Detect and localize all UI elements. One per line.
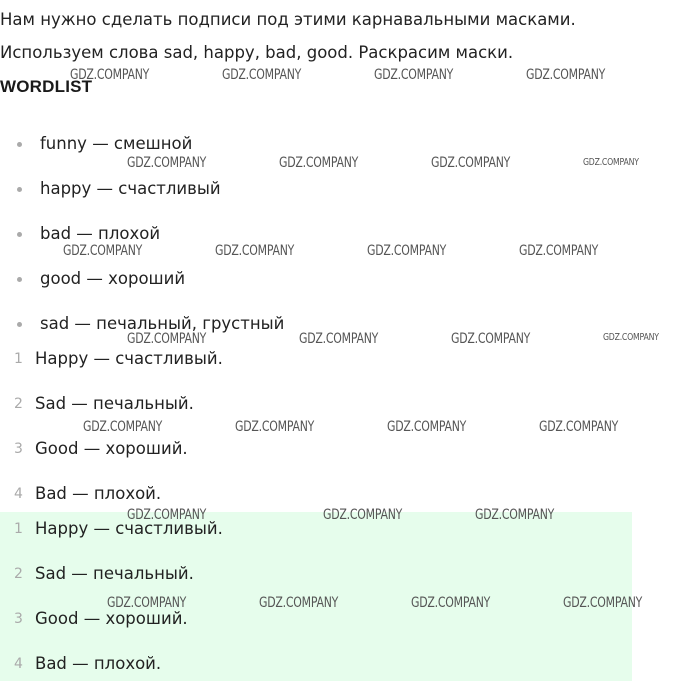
watermark: GDZ.COMPANY bbox=[63, 243, 143, 259]
list-item bbox=[0, 435, 223, 480]
list-item-text: Bad — плохой. bbox=[35, 654, 162, 673]
watermark: GDZ.COMPANY bbox=[603, 332, 659, 343]
list-item-text: happy — счастливый bbox=[40, 179, 221, 198]
watermark: GDZ.COMPANY bbox=[259, 595, 339, 611]
bullet-icon bbox=[17, 232, 22, 237]
watermark: GDZ.COMPANY bbox=[431, 155, 511, 171]
list-number: 3 bbox=[14, 611, 23, 627]
list-item bbox=[0, 265, 284, 310]
list-item-text: bad — плохой bbox=[40, 224, 161, 243]
list-number: 1 bbox=[14, 521, 23, 537]
list-item bbox=[0, 650, 223, 681]
watermark: GDZ.COMPANY bbox=[475, 507, 555, 523]
list-number: 2 bbox=[14, 396, 23, 412]
watermark: GDZ.COMPANY bbox=[83, 419, 163, 435]
watermark: GDZ.COMPANY bbox=[374, 67, 454, 83]
list-item bbox=[0, 605, 223, 650]
intro-paragraph: Нам нужно сделать подписи под этими карнавальными масками. Используем слова sad, happy, bad, good. Раскрасим маски. bbox=[0, 10, 576, 62]
watermark: GDZ.COMPANY bbox=[387, 419, 467, 435]
watermark: GDZ.COMPANY bbox=[127, 331, 207, 347]
watermark: GDZ.COMPANY bbox=[411, 595, 491, 611]
watermark: GDZ.COMPANY bbox=[539, 419, 619, 435]
list-number: 4 bbox=[14, 656, 23, 672]
list-item-text: sad — печальный, грустный bbox=[40, 314, 285, 333]
list-item-text: Happy — счастливый. bbox=[35, 349, 223, 368]
bullet-icon bbox=[17, 277, 22, 282]
watermark: GDZ.COMPANY bbox=[451, 331, 531, 347]
list-item-text: Good — хороший. bbox=[35, 609, 188, 628]
list-item bbox=[0, 345, 223, 390]
list-item-text: Happy — счастливый. bbox=[35, 519, 223, 538]
list-item-text: funny — смешной bbox=[40, 134, 193, 153]
watermark: GDZ.COMPANY bbox=[299, 331, 379, 347]
watermark: GDZ.COMPANY bbox=[70, 67, 150, 83]
list-item-text: Sad — печальный. bbox=[35, 394, 194, 413]
watermark: GDZ.COMPANY bbox=[235, 419, 315, 435]
watermark: GDZ.COMPANY bbox=[222, 67, 302, 83]
bullet-icon bbox=[17, 142, 22, 147]
list-item-text: Bad — плохой. bbox=[35, 484, 162, 503]
watermark: GDZ.COMPANY bbox=[367, 243, 447, 259]
numbered-list bbox=[0, 345, 223, 525]
watermark: GDZ.COMPANY bbox=[127, 155, 207, 171]
bullet-icon bbox=[17, 187, 22, 192]
list-number: 4 bbox=[14, 486, 23, 502]
watermark: GDZ.COMPANY bbox=[583, 157, 639, 168]
bullet-icon bbox=[17, 322, 22, 327]
watermark: GDZ.COMPANY bbox=[519, 243, 599, 259]
list-number: 3 bbox=[14, 441, 23, 457]
list-number: 2 bbox=[14, 566, 23, 582]
list-item bbox=[0, 175, 284, 220]
watermark: GDZ.COMPANY bbox=[215, 243, 295, 259]
list-item-text: Sad — печальный. bbox=[35, 564, 194, 583]
watermark: GDZ.COMPANY bbox=[279, 155, 359, 171]
watermark: GDZ.COMPANY bbox=[323, 507, 403, 523]
list-number: 1 bbox=[14, 351, 23, 367]
watermark: GDZ.COMPANY bbox=[563, 595, 643, 611]
list-item-text: Good — хороший. bbox=[35, 439, 188, 458]
watermark: GDZ.COMPANY bbox=[526, 67, 606, 83]
watermark: GDZ.COMPANY bbox=[127, 507, 207, 523]
list-item-text: good — хороший bbox=[40, 269, 186, 288]
wordlist-heading: WORDLIST bbox=[0, 77, 93, 96]
watermark: GDZ.COMPANY bbox=[107, 595, 187, 611]
